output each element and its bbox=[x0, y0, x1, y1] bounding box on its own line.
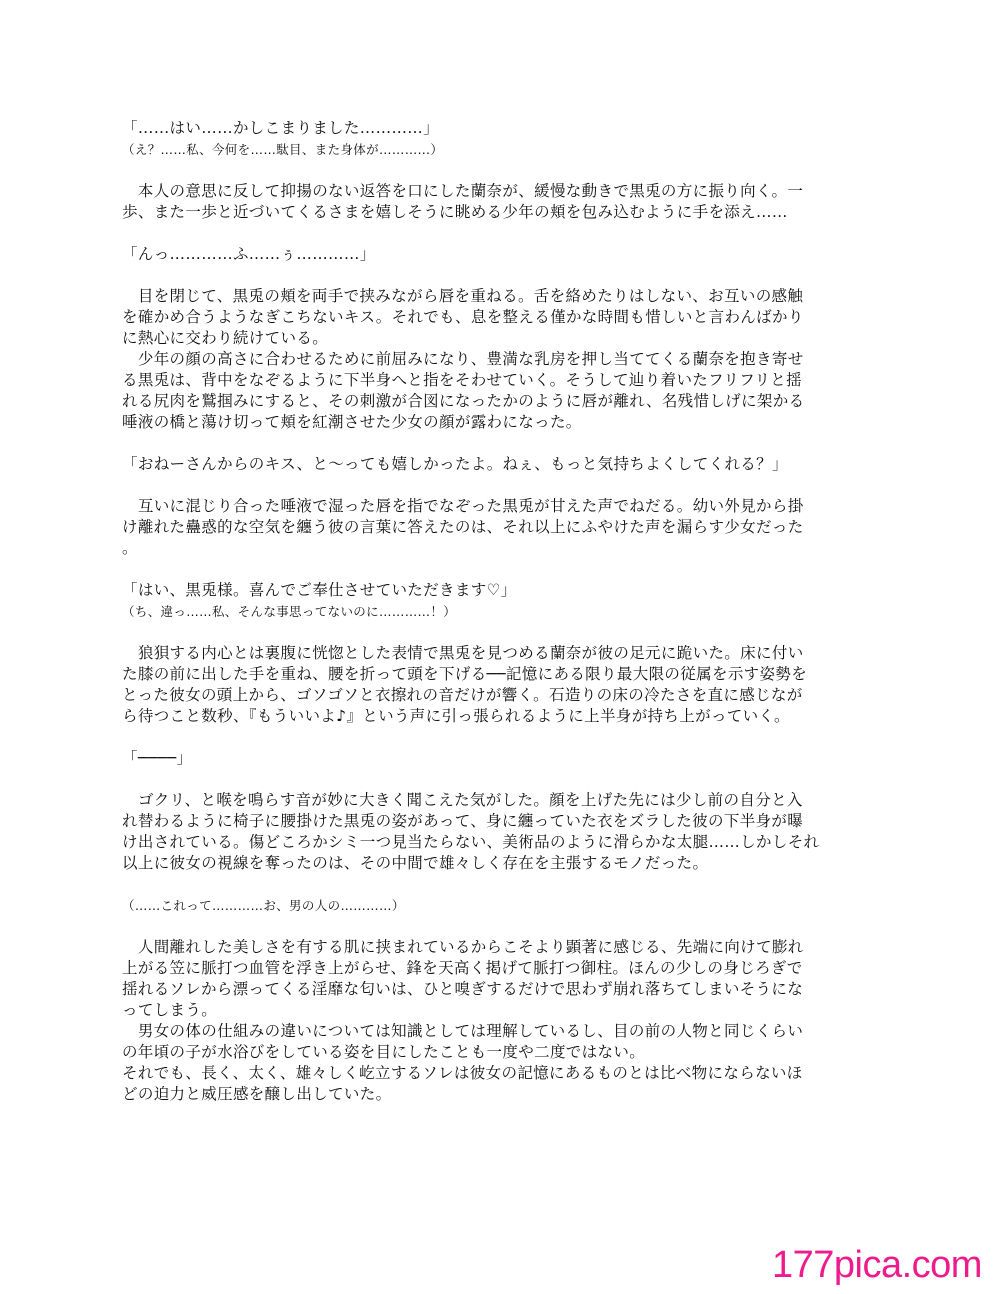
text-line: に熱心に交わり続けている。 bbox=[122, 329, 329, 347]
text-line: （え？……私、今何を……駄目、また身体が…………） bbox=[122, 142, 444, 157]
paragraph bbox=[122, 790, 870, 874]
paragraph bbox=[122, 580, 870, 622]
paragraph bbox=[122, 118, 870, 160]
text-line: 揺れるソレから漂ってくる淫靡な匂いは、ひと嗅ぎするだけで思わず崩れ落ちてしまいそうにな bbox=[122, 980, 804, 998]
text-line: 互いに混じり合った唾液で湿った唇を指でなぞった黒兎が甘えた声でねだる。幼い外見から掛 bbox=[122, 497, 804, 515]
paragraph bbox=[122, 748, 870, 769]
text-line: それでも、長く、太く、雄々しく屹立するソレは彼女の記憶にあるものとは比べ物にならないほ bbox=[122, 1064, 803, 1082]
text-line: 以上に彼女の視線を奪ったのは、その中間で雄々しく存在を主張するモノだった。 bbox=[122, 854, 709, 872]
text-line: を確かめ合うようなぎこちないキス。それでも、息を整える僅かな時間も惜しいと言わんばかり bbox=[122, 308, 804, 326]
text-line: 目を閉じて、黒兎の頬を両手で挟みながら唇を重ねる。舌を絡めたりはしない、お互いの感触 bbox=[122, 287, 804, 305]
text-line: ら待つこと数秒、『もういいよ♪』という声に引っ張られるように上半身が持ち上がっていく。 bbox=[122, 707, 790, 725]
story-text bbox=[122, 118, 870, 1105]
text-line: 人間離れした美しさを有する肌に挟まれているからこそより顕著に感じる、先端に向けて膨れ bbox=[122, 938, 804, 956]
text-line: の年頃の子が水浴びをしている姿を目にしたことも一度や二度ではない。 bbox=[122, 1043, 646, 1061]
paragraph bbox=[122, 244, 870, 265]
text-line: け出されている。傷どころかシミ一つ見当たらない、美術品のように滑らかな太腿……しかしそれ bbox=[122, 833, 820, 851]
text-line: どの迫力と威圧感を醸し出していた。 bbox=[122, 1085, 392, 1103]
text-line: 狼狽する内心とは裏腹に恍惚とした表情で黒兎を見つめる蘭奈が彼の足元に跪いた。床に付い bbox=[122, 644, 804, 662]
text-line: ゴクリ、と喉を鳴らす音が妙に大きく聞こえた気がした。顔を上げた先には少し前の自分と入 bbox=[122, 791, 803, 809]
text-line: 「────」 bbox=[122, 749, 193, 767]
text-line: 「……はい……かしこまりました…………」 bbox=[122, 119, 440, 137]
text-line: 男女の体の仕組みの違いについては知識としては理解しているし、目の前の人物と同じくらい bbox=[122, 1022, 804, 1040]
paragraph bbox=[122, 496, 870, 559]
text-line: る黒兎は、背中をなぞるように下半身へと指をそわせていく。そうして辿り着いたフリフリと揺 bbox=[122, 371, 803, 389]
paragraph bbox=[122, 286, 870, 433]
paragraph bbox=[122, 895, 870, 916]
site-watermark: 177pica.com bbox=[772, 1244, 982, 1286]
text-line: （……これって…………お、男の人の…………） bbox=[122, 898, 405, 913]
text-line: 上がる笠に脈打つ血管を浮き上がらせ、鋒を天高く掲げて脈打つ御柱。ほんの少しの身じろぎで bbox=[122, 959, 803, 977]
paragraph bbox=[122, 643, 870, 727]
text-line: とった彼女の頭上から、ゴソゴソと衣擦れの音だけが響く。石造りの床の冷たさを直に感じなが bbox=[122, 686, 803, 704]
text-line: れる尻肉を鷲掴みにすると、その刺激が合図になったかのように唇が離れ、名残惜しげに架かる bbox=[122, 392, 805, 410]
text-line: れ替わるように椅子に腰掛けた黒兎の姿があって、身に纏っていた衣をズラした彼の下半身が曝 bbox=[122, 812, 804, 830]
text-line: ってしまう。 bbox=[122, 1001, 218, 1019]
text-line: 「んっ…………ふ……ぅ…………」 bbox=[122, 245, 376, 263]
text-line: 少年の顔の高さに合わせるために前屈みになり、豊満な乳房を押し当ててくる蘭奈を抱き寄せ bbox=[122, 350, 804, 368]
paragraph bbox=[122, 937, 870, 1105]
paragraph bbox=[122, 454, 870, 475]
text-line: 。 bbox=[122, 539, 138, 557]
text-line: た膝の前に出した手を重ね、腰を折って頭を下げる──記憶にある限り最大限の従属を示す姿勢を bbox=[122, 665, 808, 683]
text-line: 「おねーさんからのキス、と～っても嬉しかったよ。ねぇ、もっと気持ちよくしてくれる？」 bbox=[122, 455, 788, 473]
text-line: け離れた蠱惑的な空気を纏う彼の言葉に答えたのは、それ以上にふやけた声を漏らす少女だった bbox=[122, 518, 804, 536]
text-line: 「はい、黒兎様。喜んでご奉仕させていただきます♡」 bbox=[122, 581, 517, 599]
paragraph bbox=[122, 181, 870, 223]
text-line: 本人の意思に反して抑揚のない返答を口にした蘭奈が、緩慢な動きで黒兎の方に振り向く。一 bbox=[122, 182, 804, 200]
text-line: 歩、また一歩と近づいてくるさまを嬉しそうに眺める少年の頬を包み込むように手を添え…… bbox=[122, 203, 788, 221]
text-line: 唾液の橋と蕩け切って頬を紅潮させた少女の顔が露わになった。 bbox=[122, 413, 582, 431]
text-line: （ち、違っ……私、そんな事思ってないのに…………！） bbox=[122, 604, 457, 619]
